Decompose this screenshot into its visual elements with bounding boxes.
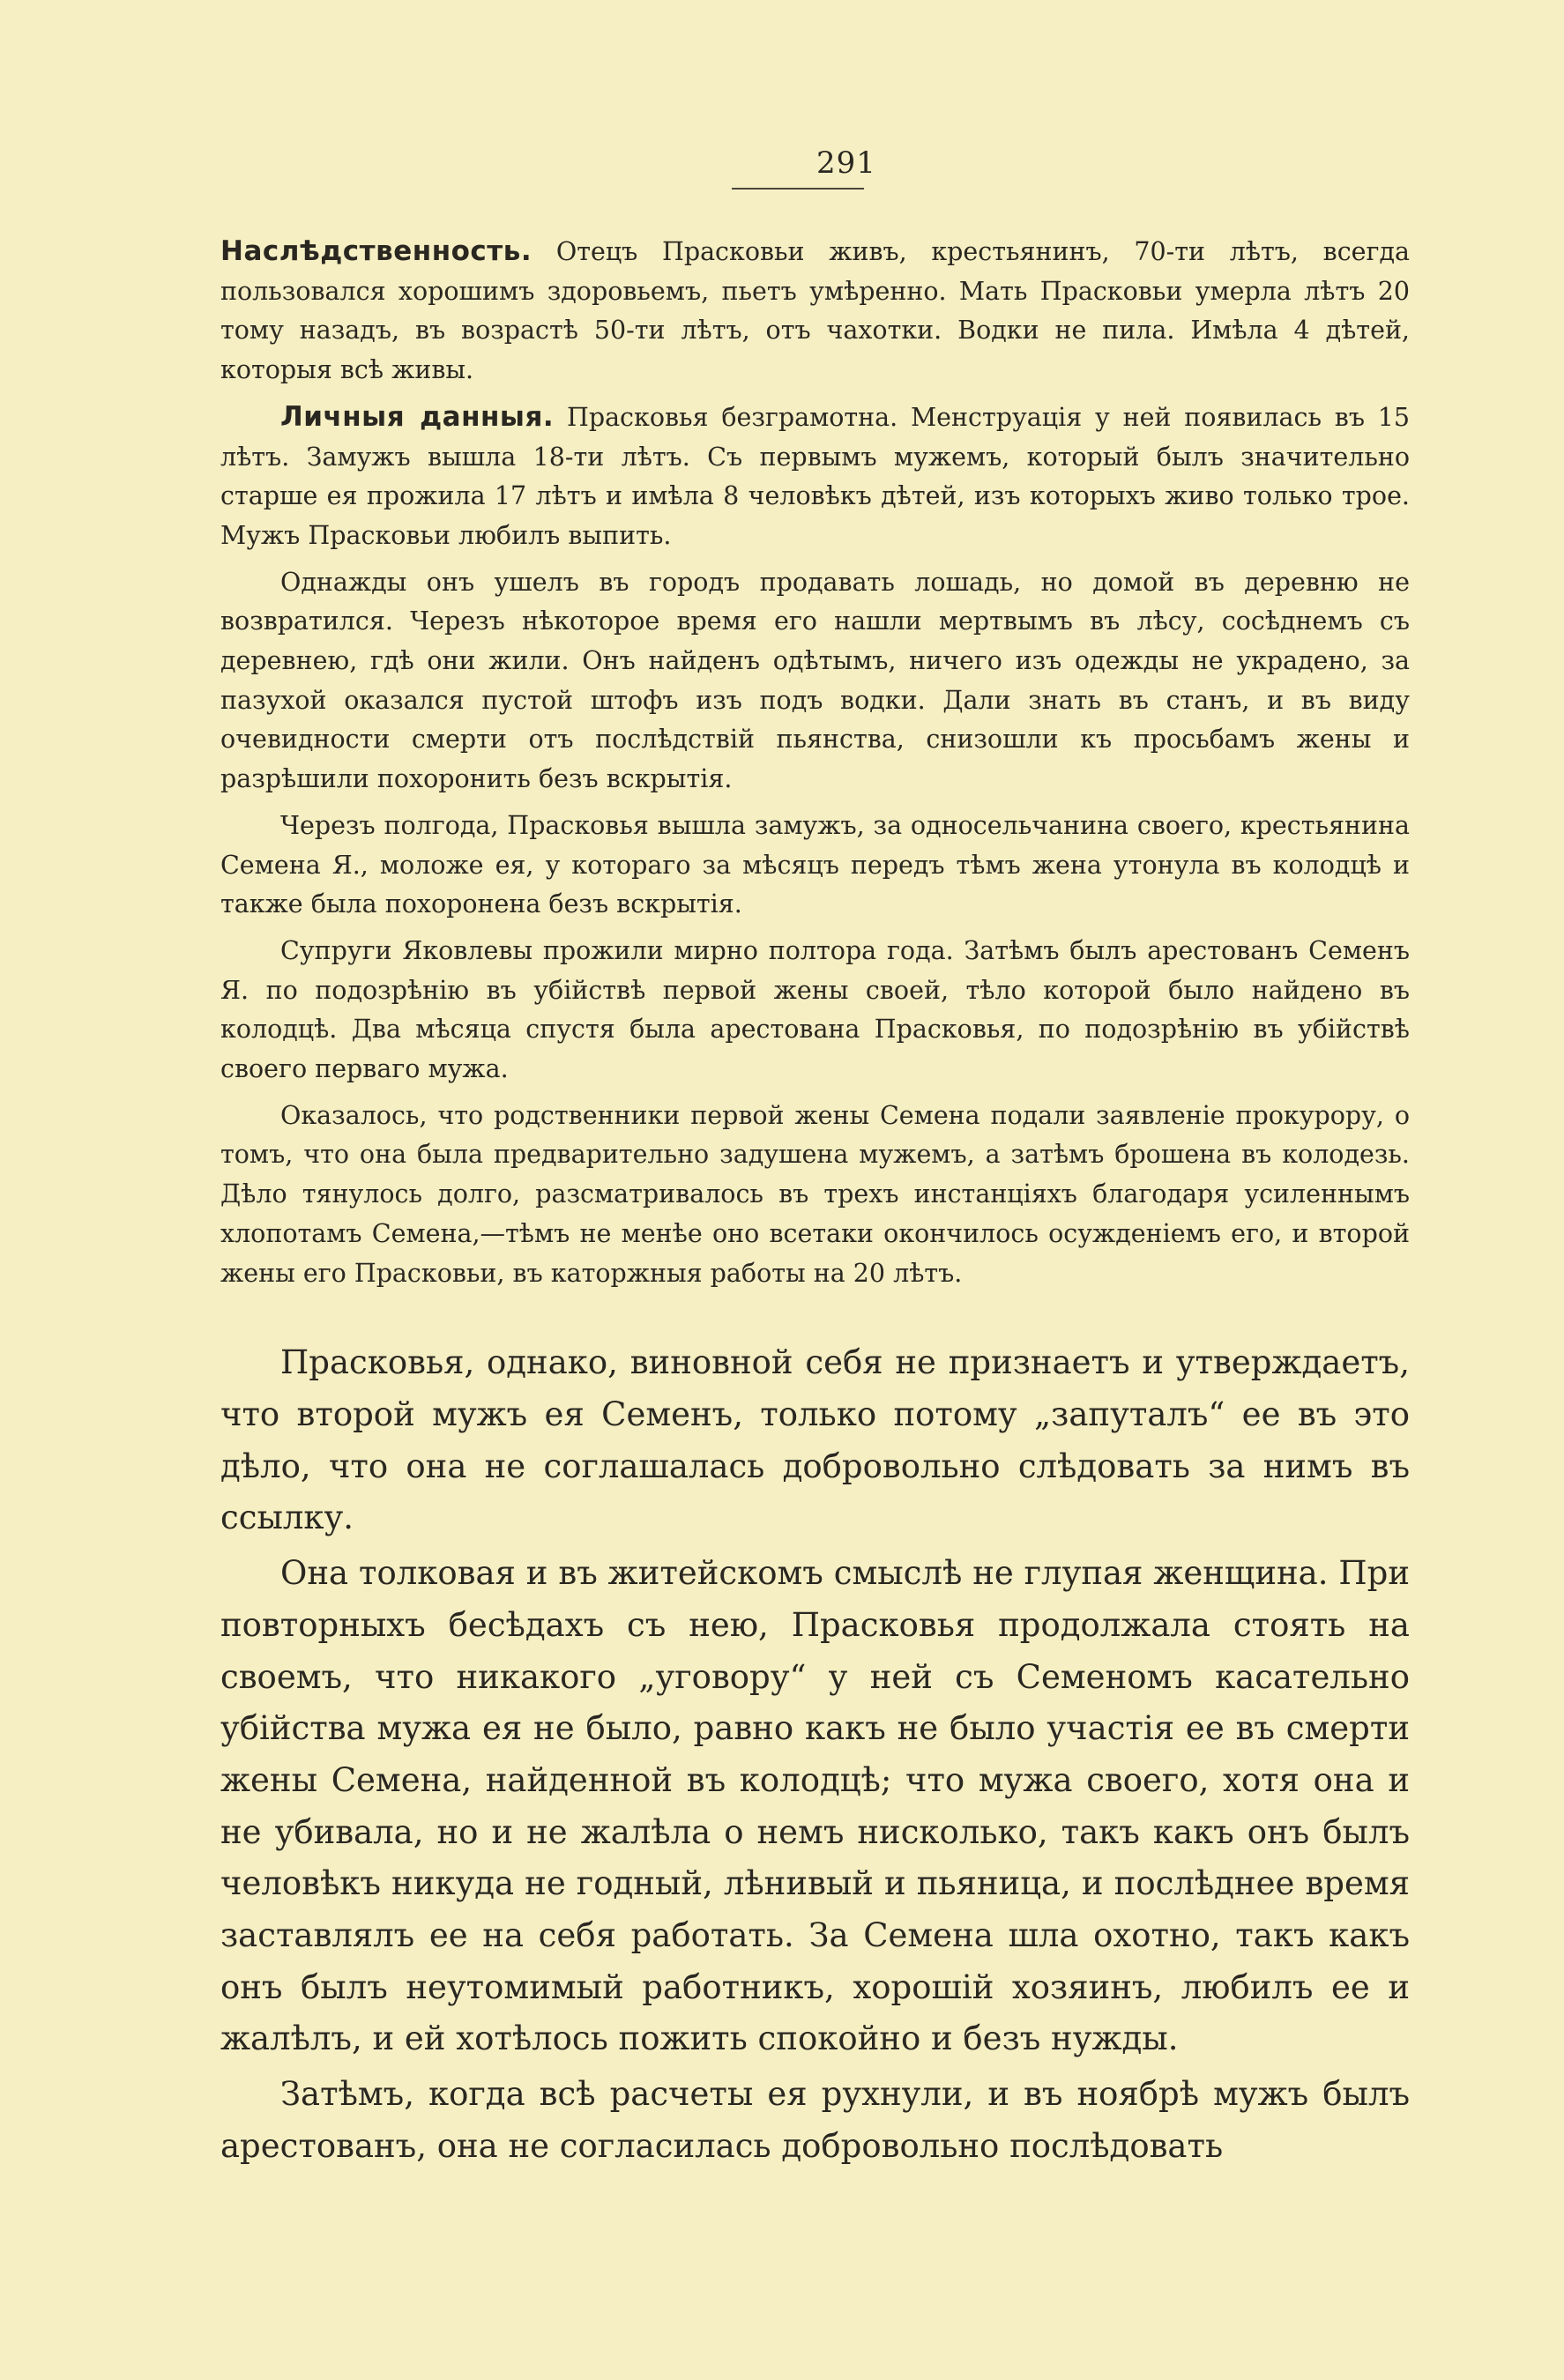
heredity-paragraph bbox=[220, 232, 1410, 390]
personal-data-paragraph bbox=[220, 398, 1410, 556]
case-history-small-print bbox=[220, 232, 1410, 1293]
large-paragraph: Она толковая и въ житейскомъ смыслѣ не глупая женщина. При повторныхъ бесѣдахъ съ нею, Прасковья продолжала стоять на своемъ, что никакого „уговору“ у ней съ Семеномъ касательно убійства мужа ея не было, равно какъ не было участія ее въ смерти жены Семена, найденной въ колодцѣ; что мужа своего, хотя она и не убивала, но и не жалѣла о немъ нисколько, такъ какъ онъ былъ человѣкъ никуда не годный, лѣнивый и пьяница, и послѣднее время заставлялъ ее на себя работать. За Семена шла охотно, такъ какъ онъ былъ неутомимый работникъ, хорошій хозяинъ, любилъ ее и жалѣлъ, и ей хотѣлось пожить спокойно и безъ нужды. bbox=[220, 1554, 1410, 2058]
heredity-text: Отецъ Прасковьи живъ, крестьянинъ, 70-ти лѣтъ, всегда пользовался хорошимъ здоровьемъ, пьетъ умѣренно. Мать Прасковьи умерла лѣтъ 20 тому назадъ, въ возрастѣ 50-ти лѣтъ, отъ чахотки. Водки не пила. Имѣла 4 дѣтей, которыя всѣ живы. bbox=[220, 237, 1410, 385]
small-paragraph: Оказалось, что родственники первой жены Семена подали заявленіе прокурору, о томъ, что она была предварительно задушена мужемъ, а затѣмъ брошена въ колодезь. Дѣло тянулось долго, разсматривалось въ трехъ инстанціяхъ благодаря усиленнымъ хлопотамъ Семена,—тѣмъ не менѣе оно всетаки окончилось осужденіемъ его, и второй жены его Прасковьи, въ каторжныя работы на 20 лѣтъ. bbox=[220, 1100, 1410, 1288]
page-number: 291 bbox=[816, 145, 876, 181]
heredity-heading: Наслѣдственность. bbox=[220, 235, 533, 267]
small-paragraph: Однажды онъ ушелъ въ городъ продавать лошадь, но домой въ деревню не возвратился. Черезъ нѣкоторое время его нашли мертвымъ въ лѣсу, сосѣднемъ съ деревнею, гдѣ они жили. Онъ найденъ одѣтымъ, ничего изъ одежды не украдено, за пазухой оказался пустой штофъ изъ подъ водки. Дали знать въ станъ, и въ виду очевидности смерти отъ послѣдствій пьянства, снизошли къ просьбамъ жены и разрѣшили похоронить безъ вскрытія. bbox=[220, 567, 1410, 794]
large-paragraph: Затѣмъ, когда всѣ расчеты ея рухнули, и въ ноябрѣ мужъ былъ арестованъ, она не согласилась добровольно послѣдовать bbox=[220, 2075, 1410, 2165]
large-paragraph: Прасковья, однако, виновной себя не признаетъ и утверждаетъ, что второй мужъ ея Семенъ, только потому „запуталъ“ ее въ это дѣло, что она не соглашалась добровольно слѣдовать за нимъ въ ссылку. bbox=[220, 1343, 1410, 1537]
personal-data-heading: Личныя данныя. bbox=[280, 400, 555, 433]
small-paragraph: Супруги Яковлевы прожили мирно полтора года. Затѣмъ былъ арестованъ Семенъ Я. по подозрѣнію въ убійствѣ первой жены своей, тѣло которой было найдено въ колодцѣ. Два мѣсяца спустя была арестована Прасковья, по подозрѣнію въ убійствѣ своего перваго мужа. bbox=[220, 935, 1410, 1084]
main-text-large-print bbox=[220, 1337, 1410, 2172]
header-rule bbox=[732, 188, 864, 190]
personal-data-text: Прасковья безграмотна. Менструація у ней появилась въ 15 лѣтъ. Замужъ вышла 18-ти лѣтъ. Съ первымъ мужемъ, который былъ значительно старше ея прожила 17 лѣтъ и имѣла 8 человѣкъ дѣтей, изъ которыхъ живо только трое. Мужъ Прасковьи любилъ выпить. bbox=[220, 402, 1411, 550]
small-paragraph: Черезъ полгода, Прасковья вышла замужъ, за односельчанина своего, крестьянина Семена Я., моложе ея, у котораго за мѣсяцъ передъ тѣмъ жена утонула въ колодцѣ и также была похоронена безъ вскрытія. bbox=[220, 810, 1410, 919]
